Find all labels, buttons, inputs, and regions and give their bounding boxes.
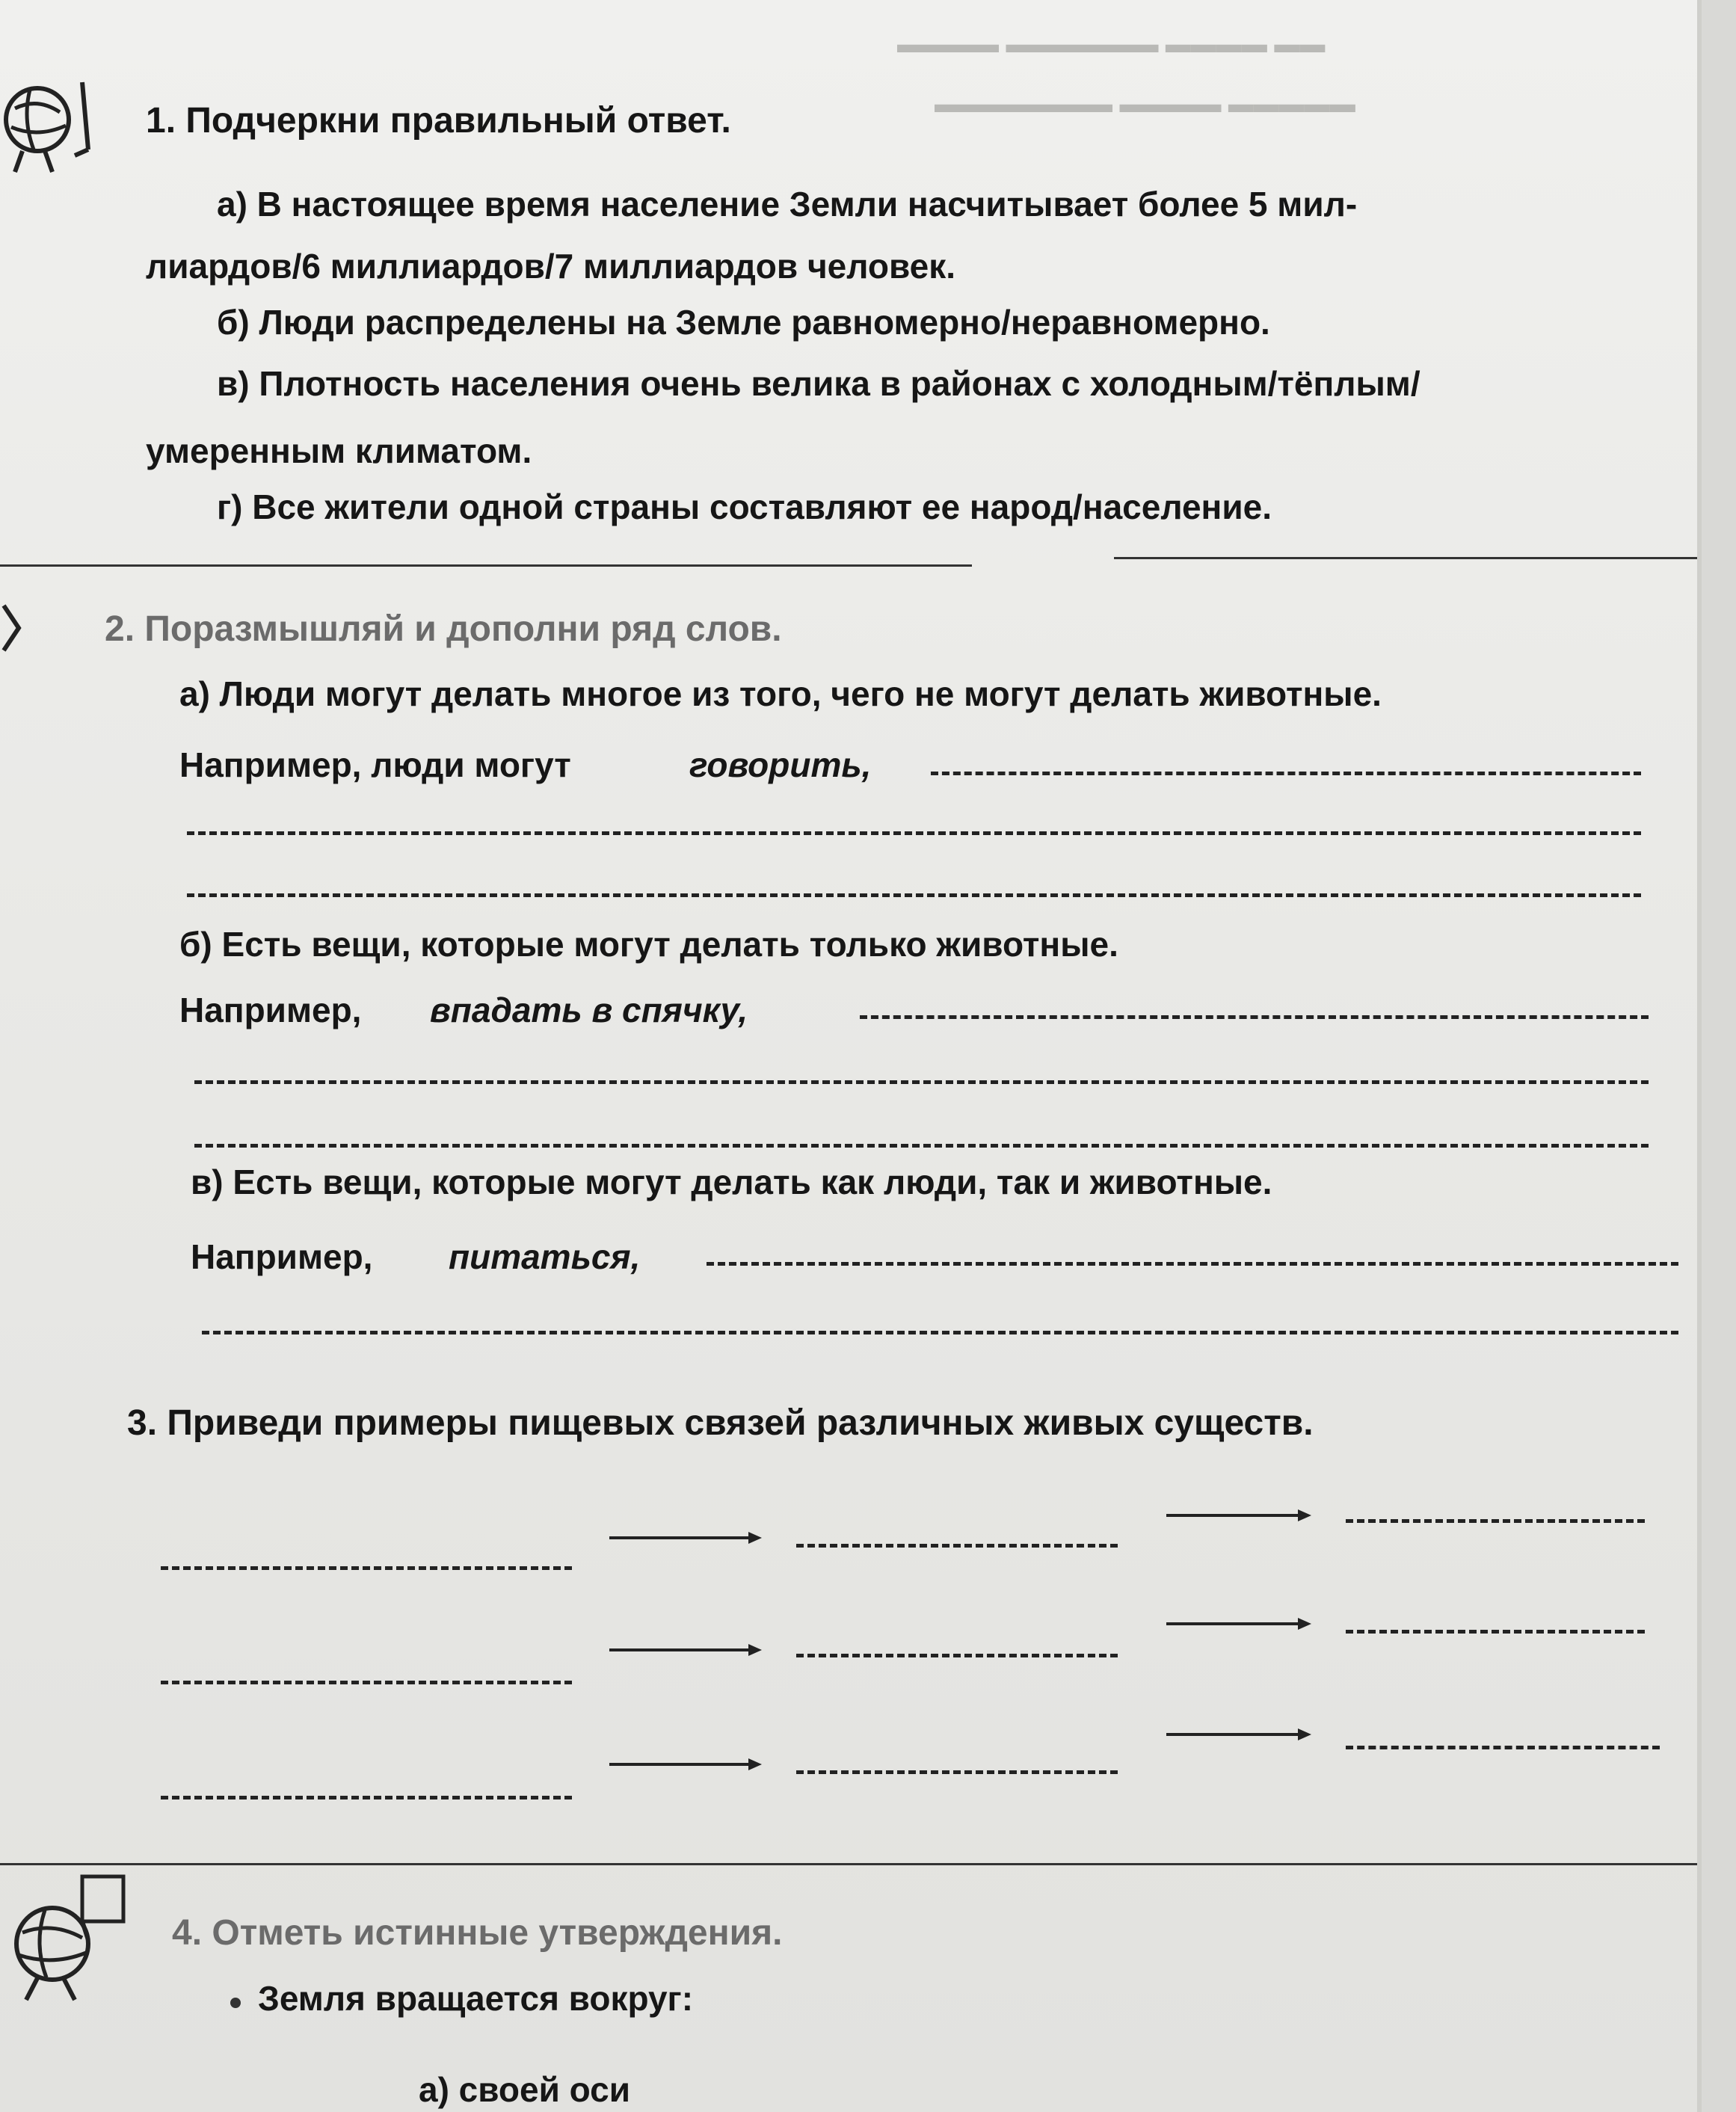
answer-line[interactable] <box>707 1262 1678 1266</box>
task-1-item-d: г) Все жители одной страны составляют ее народ/население. <box>217 487 1272 526</box>
task-2-item-a-example-word: говорить, <box>689 745 872 784</box>
task-2-item-c-example-label: Например, <box>191 1237 373 1276</box>
food-chain-blank[interactable] <box>161 1566 572 1570</box>
bullet-icon <box>230 1998 241 2008</box>
food-chain-arrow-icon <box>1166 1733 1301 1736</box>
task-3-title: 3. Приведи примеры пищевых связей различных живых существ. <box>127 1403 1314 1443</box>
food-chain-blank[interactable] <box>796 1544 1118 1548</box>
task-1-item-a-line2: лиардов/6 миллиардов/7 миллиардов человек. <box>146 247 956 286</box>
answer-line[interactable] <box>860 1015 1649 1019</box>
task-4-option-a[interactable]: а) своей оси <box>419 2070 631 2109</box>
food-chain-blank[interactable] <box>161 1796 572 1799</box>
task-2-item-c-example-word: питаться, <box>449 1237 641 1276</box>
answer-line[interactable] <box>931 772 1641 775</box>
answer-line[interactable] <box>194 1144 1649 1148</box>
food-chain-blank[interactable] <box>1346 1746 1660 1749</box>
bleed-through-text: ▬▬ ▬▬▬▬ ▬▬▬▬▬▬ ▬▬▬▬ <box>897 30 1326 58</box>
answer-line[interactable] <box>194 1080 1649 1084</box>
food-chain-blank[interactable] <box>796 1770 1118 1774</box>
globe-mascot-icon <box>0 1869 131 2004</box>
task-1-item-c-line2: умеренным климатом. <box>146 431 532 470</box>
food-chain-arrow-icon <box>1166 1514 1301 1517</box>
task-2-item-c: в) Есть вещи, которые могут делать как люди, так и животные. <box>191 1163 1272 1201</box>
task-1-item-a-line1: а) В настоящее время население Земли насчитывает более 5 мил- <box>217 185 1358 224</box>
task-2-item-b: б) Есть вещи, которые могут делать только животные. <box>179 925 1118 964</box>
task-2-item-b-example-label: Например, <box>179 991 362 1029</box>
task-2-item-a: а) Люди могут делать многое из того, чего не могут делать животные. <box>179 674 1382 713</box>
food-chain-blank[interactable] <box>796 1654 1118 1657</box>
section-divider <box>1114 557 1697 559</box>
food-chain-arrow-icon <box>609 1763 751 1766</box>
bleed-through-text: ▬▬▬▬▬ ▬▬▬▬ ▬▬▬▬▬▬▬ <box>935 90 1355 118</box>
section-divider <box>0 1863 1697 1865</box>
task-1-title: 1. Подчеркни правильный ответ. <box>146 101 731 141</box>
answer-line[interactable] <box>202 1331 1678 1334</box>
task-4-title: 4. Отметь истинные утверждения. <box>172 1913 783 1953</box>
task-4-question: Земля вращается вокруг: <box>258 1979 694 2018</box>
answer-line[interactable] <box>187 893 1641 897</box>
section-divider <box>0 564 972 567</box>
food-chain-blank[interactable] <box>161 1681 572 1684</box>
food-chain-arrow-icon <box>609 1536 751 1539</box>
food-chain-arrow-icon <box>609 1648 751 1651</box>
food-chain-blank[interactable] <box>1346 1519 1645 1523</box>
globe-mascot-icon <box>0 598 30 658</box>
task-2-title: 2. Поразмышляй и дополни ряд слов. <box>105 609 782 649</box>
answer-line[interactable] <box>187 831 1641 835</box>
task-2-item-a-example-label: Например, люди могут <box>179 745 571 784</box>
task-1-item-c-line1: в) Плотность населения очень велика в районах с холодным/тёплым/ <box>217 364 1420 403</box>
food-chain-blank[interactable] <box>1346 1630 1645 1634</box>
globe-mascot-icon <box>0 67 105 179</box>
task-1-item-b: б) Люди распределены на Земле равномерно/неравномерно. <box>217 303 1270 342</box>
task-2-item-b-example-word: впадать в спячку, <box>430 991 748 1029</box>
food-chain-arrow-icon <box>1166 1622 1301 1625</box>
